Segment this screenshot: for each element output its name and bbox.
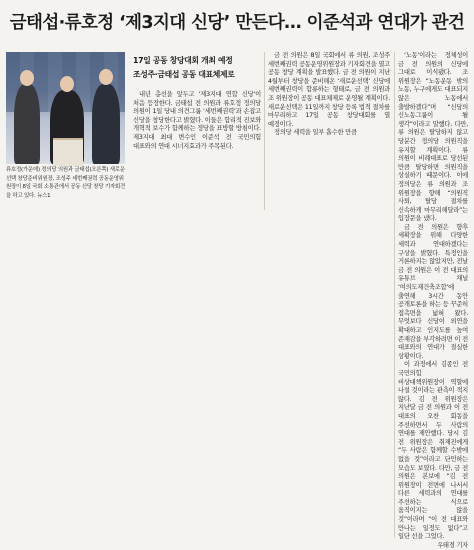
headline: 금태섭·류호정 ‘제3지대 신당’ 만든다… 이준석과 연대가 관건 [9,13,465,33]
subhead-line-1: 17일 공동 창당대회 개최 예정 [133,56,233,65]
photo-caption: 류호정(가운데) 정의당 의원과 금태섭(오른쪽) 새로운선택 창당준비위원장, 조성주 세번째권력 공동운영위원장이 8일 국회 소통관에서 공동 신당 창당 기자회견을 하고 있다. 뉴스1 [6,167,125,199]
paragraph: 금 전 의원은 향후 세확장을 위해 다양한 세력과 연대하겠다는 구상을 밝혔다. 특정인을 거론하지는 않았지만, 전날 금 전 의원은 이 전 대표의 유튜브 채널 ‘여의도재건축조합’에 출연해 3시간 동안 공개토론을 하는 등 꾸준히 접촉면을 넓혀 왔다. 무엇보다 신당이 외연을 확대하고 인지도를 높여 존재감을 부각하려면 이 전 대표와의 연대가 절실한 상황이다. [398,223,468,360]
article-column-4 [398,52,468,549]
subhead [133,54,259,81]
subhead-line-2: 조성주·금태섭 공동 대표체제로 [133,69,235,79]
paragraph: 내년 총선을 앞두고 ‘제3지대 연합 신당’이 처음 등장한다. 금태섭 전 의원과 류호정 정의당 의원이 1일 당내 의견그룹 ‘세번째권력’과 손잡고 신당을 창당한다고 밝혔다. 이들은 합리적 진보와 개혁적 보수가 함께하는 정당을 표방할 방침이다. 제3지대 최대 변수인 이준석 전 국민의힘 대표와의 연대 시너지효과가 주목된다. [133,91,261,150]
news-photo [6,52,125,164]
paragraph: 금 전 의원은 8일 국회에서 류 의원, 조성주 세번째권력 공동운영위원장과 기자회견을 열고 공동 창당 계획을 발표했다. 금 전 의원이 지난 4월부터 창당을 준비해온 ‘새로운선택’ 신당에 세번째권력이 합류하는 형태로, 금 전 의원과 조 위원장이 공동 대표체제로 운영될 계획이다. 새로운선택은 11일까지 창당 등록 법적 절차를 마무리하고 17일 공동 창당대회를 열 예정이다. [268,52,390,128]
article-column-2 [133,91,261,203]
photo-credit: 뉴스1 [37,192,51,199]
byline: 우태경 기자 [437,541,468,549]
paragraph: ‘노동’이라는 정체성이 금 전 의원의 신당에 그대로 이식됐다. 조 위원장은 “노동운동 밖의 노동, 누구에게도 대표되지 않은 노동에서 출발하겠다”며 “신당의 신노동그룹이 될 생각”이라고 말했다. 다만, 류 의원은 탈당하지 않고 당분간 정의당 의원직을 유지할 계획이다. 류 의원이 비례대표로 당선된 만큼 탈당하면 의원직을 상실하기 때문이다. 이에 정의당은 류 의원과 조 위원장을 향해 “의원직 사퇴, 탈당 절차를 신속하게 마무리해달라”는 입장문을 냈다. [398,52,468,223]
article-column-3 [268,52,390,210]
paragraph: 이 과정에서 김종인 전 국민의힘 비상대책위원장이 역할에 나설 것이라는 관측이 적지 않다. 김 전 위원장은 지난달 금 전 의원과 이 전 대표의 오찬 회동을 주선하면서 두 사람의 연대를 제안했다. 당시 김 전 위원장은 취재진에게 “두 사람은 함께할 수밖에 없을 것”이라고 단언하는 모습도 보였다. 다만, 금 전 의원은 본보에 “김 전 위원장이 전면에 나서서 다른 세력과의 연대를 주선하는 식으로 움직이지는 않을 것”이라며 “이 전 대표와 만나는 일정도 없다”고 일단 선을 그었다. [398,361,468,541]
paragraph: 정의당 세력을 일부 흡수한 만큼 [274,129,357,137]
